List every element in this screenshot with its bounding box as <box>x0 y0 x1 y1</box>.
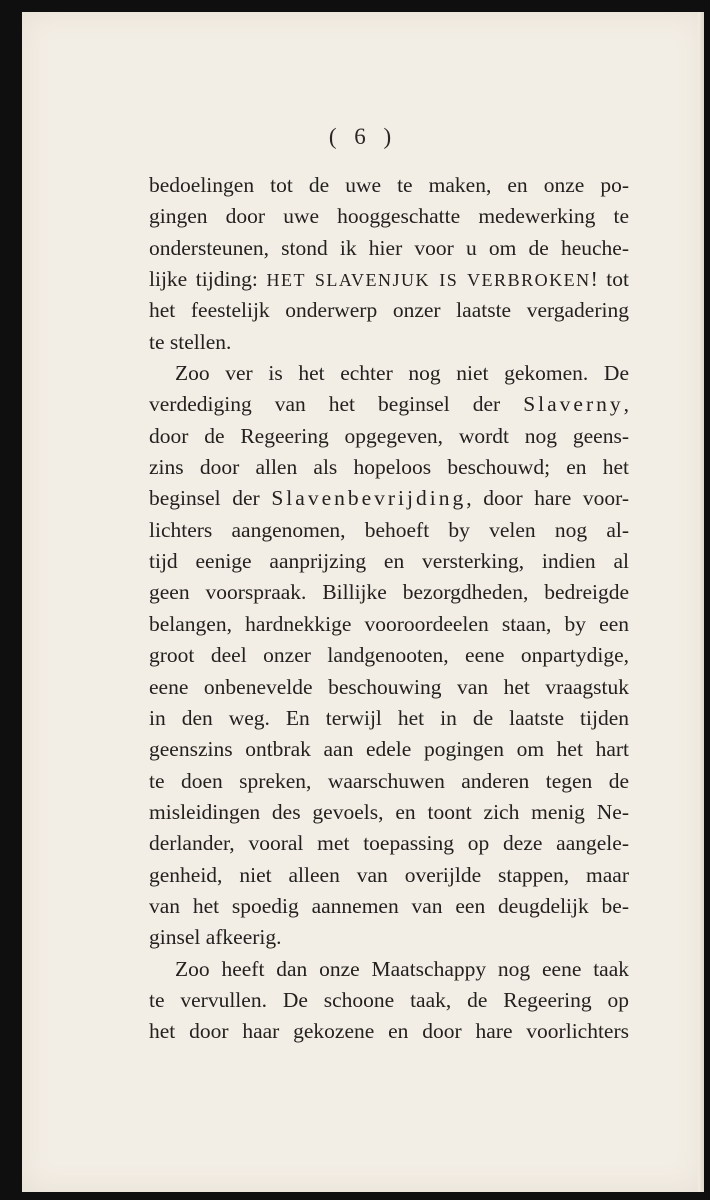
text-line: het door haar gekozene en door hare voorlichters <box>149 1019 629 1044</box>
text-line: derlander, vooral met toepassing op deze aangele- <box>149 831 629 856</box>
text-line: misleidingen des gevoels, en toont zich menig Ne- <box>149 799 629 824</box>
text-line: door de Regeering opgegeven, wordt nog geens- <box>149 423 629 448</box>
text-line: te vervullen. De schoone taak, de Regeering op <box>149 987 629 1012</box>
page-number: ( 6 ) <box>328 124 398 149</box>
text-line: geenszins ontbrak aan edele pogingen om het hart <box>149 737 629 762</box>
spaced-term: Slavenbevrijding <box>271 486 467 511</box>
text-line: groot deel onzer landgenooten, eene onpartydige, <box>149 643 629 668</box>
text-line: lijke tijding: HET SLAVENJUK IS VERBROKEN! tot <box>149 267 629 292</box>
text-line: bedoelingen tot de uwe te maken, en onze po- <box>149 173 629 197</box>
text-line: lichters aangenomen, behoeft by velen nog al- <box>149 517 629 542</box>
text-line: van het spoedig aannemen van een deugdelijk be- <box>149 893 629 918</box>
spaced-term: Slaverny <box>523 392 624 417</box>
text-line: beginsel der Slavenbevrijding, door hare voor- <box>149 486 629 511</box>
text-line: verdediging van het beginsel der Slaverny, <box>149 392 629 417</box>
text-line: ondersteunen, stond ik hier voor u om de heuche- <box>149 235 629 260</box>
text-line: gingen door uwe hooggeschatte medewerking te <box>149 204 629 229</box>
emphasized-phrase: HET SLAVENJUK IS VERBROKEN <box>266 270 591 291</box>
text-line: ginsel afkeerig. <box>149 925 282 950</box>
body-text <box>149 170 629 1048</box>
text-line: zins door allen als hopeloos beschouwd; en het <box>149 455 629 480</box>
text-line: eene onbenevelde beschouwing van het vraagstuk <box>149 674 629 699</box>
text-line: in den weg. En terwijl het in de laatste tijden <box>149 705 629 730</box>
text-line: belangen, hardnekkige vooroordeelen staan, by een <box>149 611 629 636</box>
text-line: geen voorspraak. Billijke bezorgdheden, bedreigde <box>149 580 629 605</box>
text-line: te doen spreken, waarschuwen anderen tegen de <box>149 768 629 793</box>
text-line: genheid, niet alleen van overijlde stappen, maar <box>149 862 629 887</box>
paragraph-start-line: Zoo heeft dan onze Maatschappy nog eene taak <box>175 956 629 981</box>
text-line: het feestelijk onderwerp onzer laatste vergadering <box>149 298 629 323</box>
text-line: tijd eenige aanprijzing en versterking, indien al <box>149 549 629 574</box>
page-edge-shading <box>698 12 704 1192</box>
text-line: te stellen. <box>149 329 232 354</box>
paragraph-start-line: Zoo ver is het echter nog niet gekomen. De <box>175 361 629 386</box>
book-page <box>22 12 704 1192</box>
